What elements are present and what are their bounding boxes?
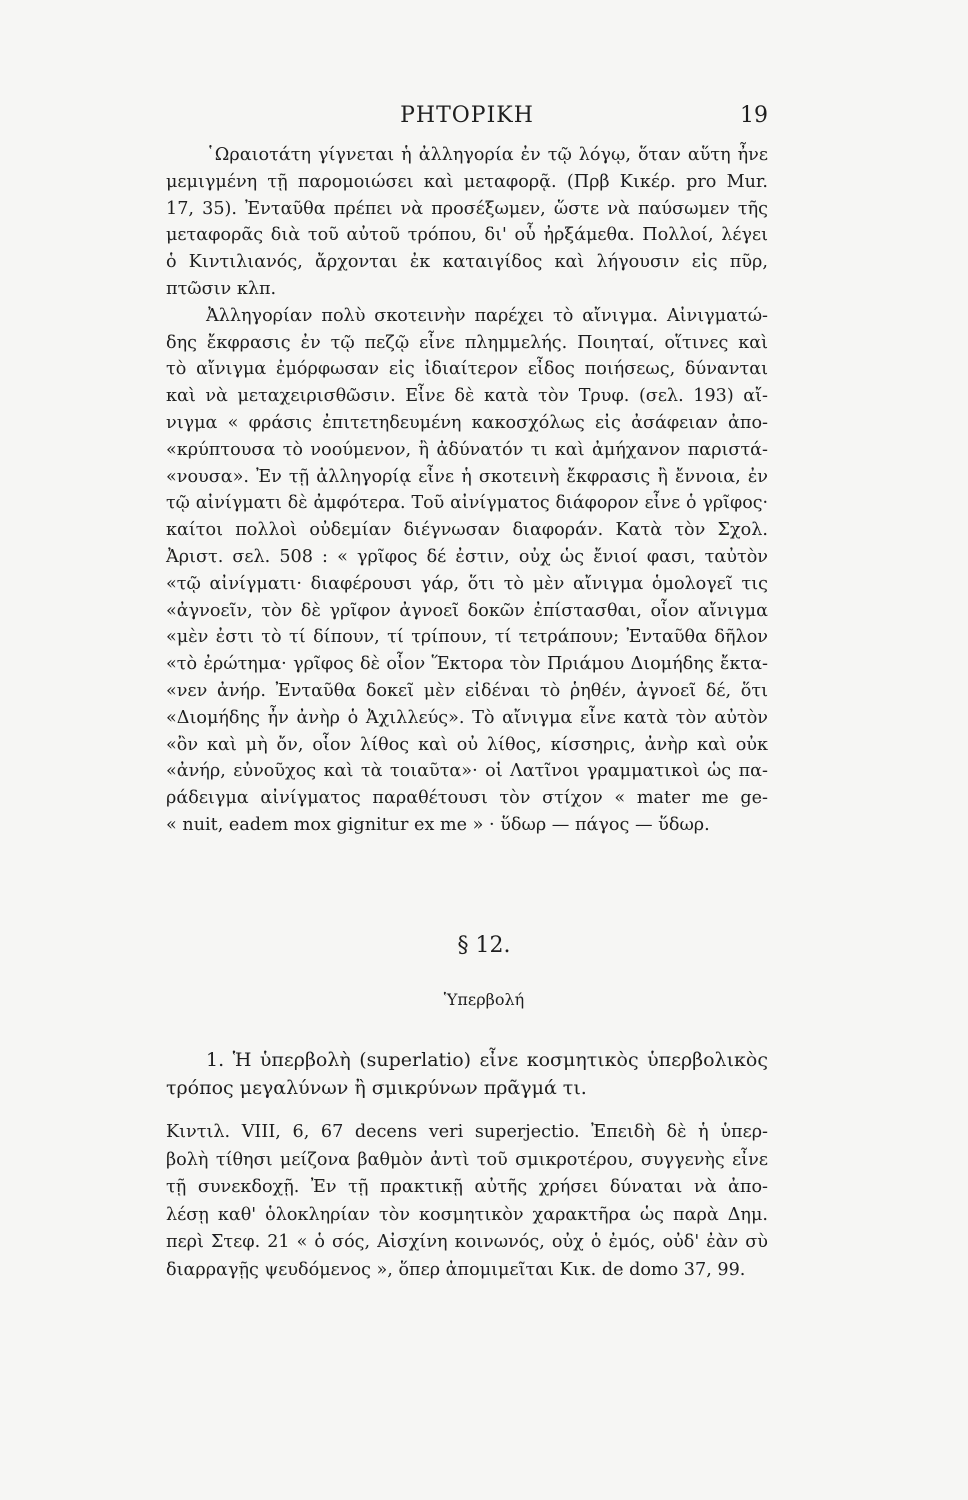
page-header: [166, 103, 768, 139]
text-line: τὸ αἴνιγμα ἐμόρφωσαν εἰς ἰδιαίτερον εἶδος ποιήσεως, δύνανται: [166, 359, 768, 380]
text-line: «τὸ ἐρώτημα· γρῖφος δὲ οἷον Ἕκτορα τὸν Πριάμου Διομήδης ἔκτα-: [166, 654, 768, 675]
text-line: «νουσα». Ἐν τῇ ἀλληγορίᾳ εἶνε ἡ σκοτεινὴ ἔκφρασις ἢ ἔννοια, ἐν: [166, 466, 768, 487]
text-line: «νεν ἀνήρ. Ἐνταῦθα δοκεῖ μὲν εἰδέναι τὸ ῥηθέν, ἀγνοεῖ δέ, ὅτι: [166, 680, 768, 701]
text-line: καίτοι πολλοὶ οὐδεμίαν διέγνωσαν διαφοράν. Κατὰ τὸν Σχολ.: [166, 520, 768, 541]
note-line: βολὴ τίθησι μείζονα βαθμὸν ἀντὶ τοῦ σμικροτέρου, συγγενὴς εἶνε: [166, 1149, 768, 1170]
note-line: λέσῃ καθ' ὁλοκληρίαν τὸν κοσμητικὸν χαρακτῆρα ὡς παρὰ Δημ.: [166, 1204, 768, 1225]
note-line: τῇ συνεκδοχῇ. Ἐν τῇ πρακτικῇ αὐτῆς χρήσει δύναται νὰ ἀπο-: [166, 1177, 768, 1197]
text-line: «κρύπτουσα τὸ νοούμενον, ἢ ἀδύνατόν τι καὶ ἀμήχανον παριστά-: [166, 439, 768, 460]
text-line: τῷ αἰνίγματι δὲ ἀμφότερα. Τοῦ αἰνίγματος διάφορον εἶνε ὁ γρῖφος·: [166, 493, 768, 514]
note-text: [166, 1119, 768, 1284]
note-line: περὶ Στεφ. 21 « ὁ σός, Αἰσχίνη κοινωνός, οὐχ ὁ ἐμός, οὐδ' ἐὰν σὺ: [166, 1232, 768, 1252]
definition-line: τρόπος μεγαλύνων ἢ σμικρύνων πρᾶγμά τι.: [166, 1077, 587, 1099]
text-line: ὁ Κιντιλιανός, ἄρχονται ἐκ καταιγίδος καὶ λήγουσιν εἰς πῦρ,: [166, 252, 768, 273]
text-line: «Διομήδης ἦν ἀνὴρ ὁ Ἀχιλλεύς». Τὸ αἴνιγμα εἶνε κατὰ τὸν αὐτὸν: [166, 707, 768, 728]
body-text: [166, 142, 768, 839]
definition-line: 1. Ἡ ὑπερβολὴ (superlatio) εἶνε κοσμητικὸς ὑπερβολικὸς: [206, 1049, 768, 1071]
text-line: δης ἔκφρασις ἐν τῷ πεζῷ εἶνε πλημμελής. Ποιηταί, οἵτινες καὶ: [166, 332, 768, 353]
text-line: μεμιγμένη τῇ παρομοιώσει καὶ μεταφορᾷ. (Πρβ Κικέρ. pro Mur.: [166, 171, 768, 192]
note-line: διαρραγῇς ψευδόμενος », ὅπερ ἀπομιμεῖται Κικ. de domo 37, 99.: [166, 1259, 746, 1280]
note-line: Κιντιλ. VIII, 6, 67 decens veri superjectio. Ἐπειδὴ δὲ ἡ ὑπερ-: [166, 1122, 768, 1142]
running-title: ΡΗΤΟΡΙΚΗ: [400, 103, 534, 128]
section-mark: § 12.: [457, 933, 511, 958]
text-line: «τῷ αἰνίγματι· διαφέρουσι γάρ, ὅτι τὸ μὲν αἴνιγμα ὁμολογεῖ τις: [166, 573, 768, 594]
text-line: νιγμα « φράσις ἐπιτετηδευμένη κακοσχόλως εἰς ἀσάφειαν ἀπο-: [166, 412, 768, 433]
text-line: «ἀγνοεῖν, τὸν δὲ γρῖφον ἀγνοεῖ δοκῶν ἐπίστασθαι, οἷον αἴνιγμα: [166, 600, 768, 621]
text-line: καὶ νὰ μεταχειρισθῶσιν. Εἶνε δὲ κατὰ τὸν Τρυφ. (σελ. 193) αἴ-: [166, 386, 768, 407]
text-line: 17, 35). Ἐνταῦθα πρέπει νὰ προσέξωμεν, ὥστε νὰ παύσωμεν τῆς: [166, 198, 768, 219]
text-line: ῾Ωραιοτάτη γίγνεται ἡ ἀλληγορία ἐν τῷ λόγῳ, ὅταν αὕτη ἦνε: [206, 145, 768, 165]
text-line: μεταφορᾶς διὰ τοῦ αὐτοῦ τρόπου, δι' οὗ ἠρξάμεθα. Πολλοί, λέγει: [166, 225, 768, 246]
page-number: 19: [740, 103, 768, 128]
text-line: Ἀλληγορίαν πολὺ σκοτεινὴν παρέχει τὸ αἴνιγμα. Αἰνιγματώ-: [206, 305, 768, 326]
text-line: «ὂν καὶ μὴ ὄν, οἷον λίθος καὶ οὐ λίθος, κίσσηρις, ἀνὴρ καὶ οὐκ: [166, 734, 768, 755]
text-line: πτῶσιν κλπ.: [166, 278, 277, 299]
section-title: Ὑπερβολή: [443, 990, 525, 1009]
text-line: «μὲν ἐστι τὸ τί δίπουν, τί τρίπουν, τί τετράπουν; Ἐνταῦθα δῆλον: [166, 627, 768, 648]
definition-text: [166, 1046, 768, 1102]
text-line: « nuit, eadem mox gignitur ex me » · ὕδωρ — πάγος — ὕδωρ.: [166, 814, 710, 835]
text-line: ράδειγμα αἰνίγματος παραθέτουσι τὸν στίχον « mater me ge-: [166, 788, 768, 809]
text-line: «ἀνήρ, εὐνοῦχος καὶ τὰ τοιαῦτα»· οἱ Λατῖνοι γραμματικοὶ ὡς πα-: [166, 761, 768, 782]
text-line: Ἀριστ. σελ. 508 : « γρῖφος δέ ἐστιν, οὐχ ὡς ἔνιοί φασι, ταὐτὸν: [166, 546, 768, 567]
